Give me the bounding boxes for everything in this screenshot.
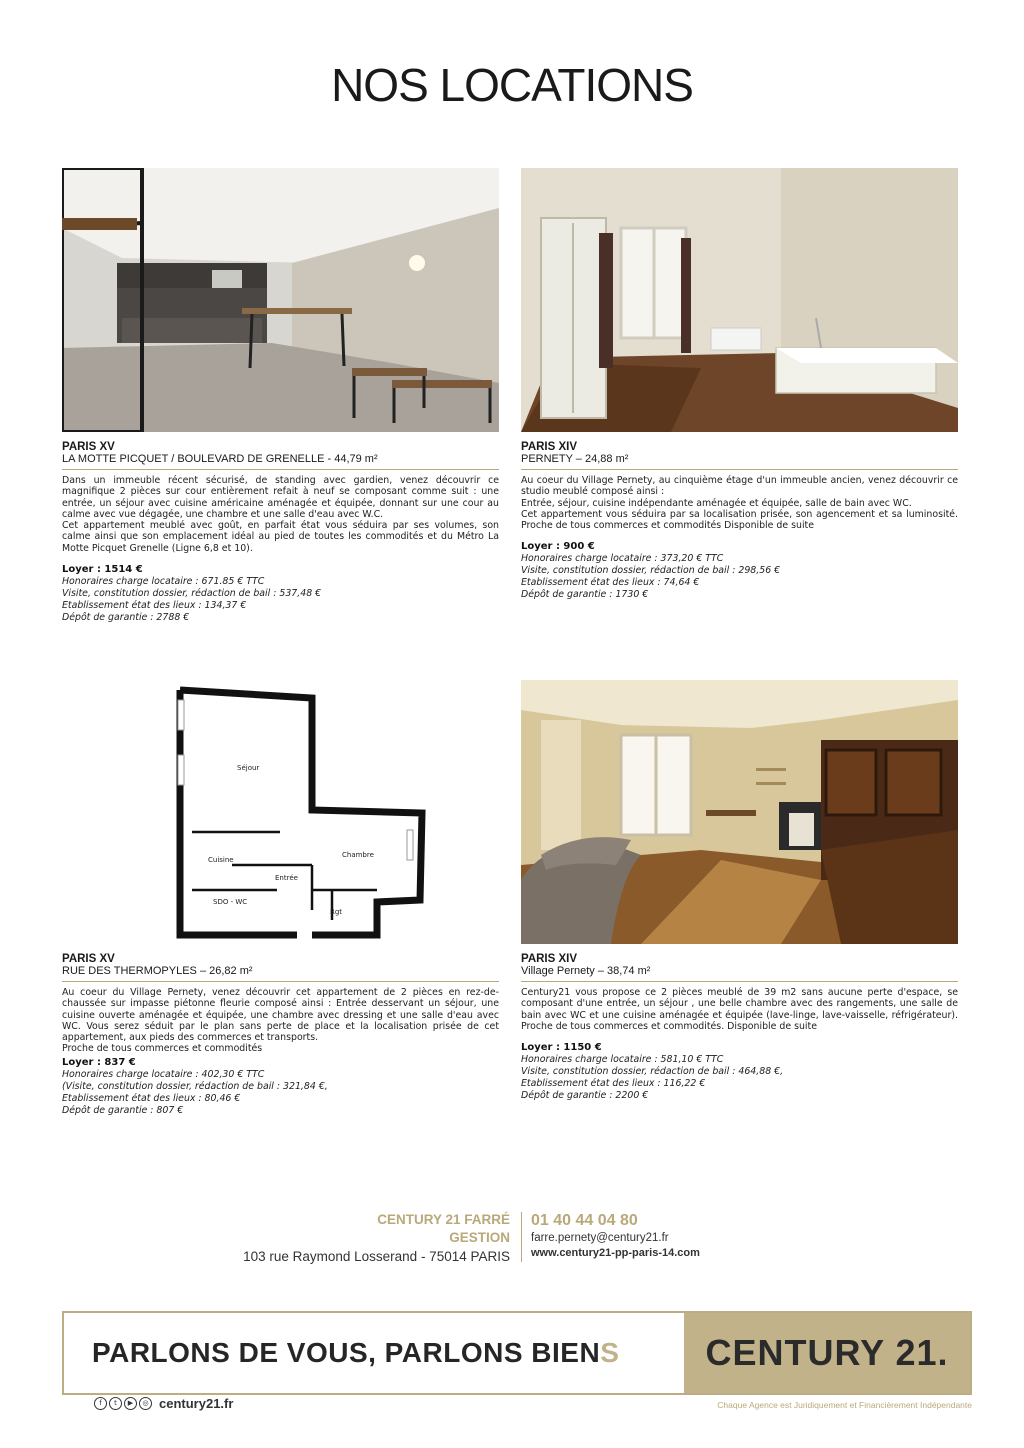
plan-label: SDO - WC [213, 898, 248, 906]
listing-fee: Honoraires charge locataire : 402,30 € TTC [62, 1068, 265, 1080]
agency-name: CENTURY 21 FARRÉ [377, 1212, 510, 1227]
listing-fee: Visite, constitution dossier, rédaction de bail : 537,48 € [62, 588, 322, 600]
agency-name: GESTION [449, 1230, 510, 1245]
agency-website[interactable]: www.century21-pp-paris-14.com [531, 1247, 700, 1259]
twitter-icon[interactable]: t [109, 1397, 122, 1410]
listing-description: Century21 vous propose ce 2 pièces meublé de 39 m2 sans aucune perte d'espace, se composant d'une entrée, un séjour , une belle chambre avec des rangements, une salle de bain avec WC et une cuisine aménagée et équipée (lave-linge, lave-vaisselle, réfrigérateur). Proche de tous commerces et commodités. Disponible de suite [521, 987, 958, 1032]
divider [521, 981, 958, 982]
listing-fee: Dépôt de garantie : 1730 € [521, 589, 649, 601]
plan-label: Cuisine [208, 856, 234, 864]
facebook-icon[interactable]: f [94, 1397, 107, 1410]
plan-label: Rgt [330, 908, 343, 916]
divider [62, 981, 499, 982]
listing-rent: Loyer : 1514 € [62, 564, 143, 576]
brand-banner [62, 1311, 972, 1395]
listing-fee: Honoraires charge locataire : 671.85 € TTC [62, 576, 265, 588]
listing-fee: Honoraires charge locataire : 373,20 € TTC [521, 553, 724, 565]
agency-email[interactable]: farre.pernety@century21.fr [531, 1232, 669, 1244]
listing-fee: Dépôt de garantie : 807 € [62, 1104, 184, 1116]
listing-fee: Etablissement état des lieux : 80,46 € [62, 1092, 241, 1104]
listing-city: PARIS XV [62, 441, 115, 453]
listing-address: LA MOTTE PICQUET / BOULEVARD DE GRENELLE - 44,79 m² [62, 453, 378, 465]
page-title: NOS LOCATIONS [331, 59, 693, 111]
youtube-icon[interactable]: ▶ [124, 1397, 137, 1410]
listing-rent: Loyer : 1150 € [521, 1042, 602, 1054]
divider [62, 469, 499, 470]
century21-logo: CENTURY 21. [684, 1313, 970, 1393]
listing-fee: Etablissement état des lieux : 74,64 € [521, 577, 700, 589]
instagram-icon[interactable]: ◎ [139, 1397, 152, 1410]
legal-notice: Chaque Agence est Juridiquement et Financièrement Indépendante [717, 1400, 972, 1410]
listing-description: Au coeur du Village Pernety, venez découvrir cet appartement de 2 pièces en rez-de-chaussée sur impasse piétonne fleurie composé ainsi : Entrée desservant un séjour, une cuisine ouverte aménagée et équipée, une chambre avec dressing et une salle d'eau avec WC. Vous serez séduit par le plan sans perte de place et la localisation prisée de cet appartement, aux pieds des commerces et transports. Proche de tous commerces et commodités [62, 987, 499, 1055]
contact-block [531, 1211, 700, 1261]
listing-rent: Loyer : 900 € [521, 541, 595, 553]
listing-description: Dans un immeuble récent sécurisé, de standing avec gardien, venez découvrir ce magnifique 2 pièces sur cour entièrement refait à neuf se composant comme suit : une entrée, un séjour avec cuisine américaine aménagée et équipée, donnant sur une cour au calme avec vue dégagée, une chambre et une salle d'eau avec W.C. Cet appartement meublé avec goût, en parfait état vous séduira par ses volumes, son calme ainsi que son emplacement idéal au pied de toutes les commodités et du Métro La Motte Picquet Grenelle (Ligne 6,8 et 10). [62, 475, 499, 554]
agency-address: 103 rue Raymond Losserand - 75014 PARIS [243, 1249, 510, 1264]
listing-city: PARIS XV [62, 953, 115, 965]
listing-card [62, 680, 499, 1117]
listing-card [521, 168, 958, 601]
footer-site-link[interactable]: century21.fr [159, 1396, 234, 1411]
social-links [94, 1396, 233, 1411]
listing-fee: Etablissement état des lieux : 116,22 € [521, 1078, 706, 1090]
listing-rent: Loyer : 837 € [62, 1056, 136, 1068]
slogan [64, 1313, 684, 1393]
listing-address: RUE DES THERMOPYLES – 26,82 m² [62, 965, 253, 977]
studio-photo [521, 168, 958, 432]
listing-fee: Honoraires charge locataire : 581,10 € TTC [521, 1054, 724, 1066]
plan-label: Chambre [342, 851, 374, 859]
listing-fee: Dépôt de garantie : 2200 € [521, 1090, 649, 1102]
floor-plan [62, 680, 499, 944]
agency-block [200, 1211, 510, 1267]
listing-fee: Visite, constitution dossier, rédaction de bail : 464,88 €, [521, 1066, 784, 1078]
listing-fee: (Visite, constitution dossier, rédaction de bail : 321,84 €, [62, 1080, 328, 1092]
listing-city: PARIS XIV [521, 953, 578, 965]
listing-fee: Etablissement état des lieux : 134,37 € [62, 600, 247, 612]
plan-label: Séjour [237, 764, 260, 772]
agency-phone[interactable]: 01 40 44 04 80 [531, 1212, 638, 1229]
furnished-living-photo [521, 680, 958, 944]
divider [521, 1212, 522, 1262]
listing-fee: Visite, constitution dossier, rédaction de bail : 298,56 € [521, 565, 781, 577]
listing-card [62, 168, 499, 624]
plan-label: Entrée [275, 874, 298, 882]
divider [521, 469, 958, 470]
listing-description: Au coeur du Village Pernety, au cinquième étage d'un immeuble ancien, venez découvrir ce studio meublé composé ainsi : Entrée, séjour, cuisine indépendante aménagée et équipée, salle de bain avec WC. Cet appartement vous séduira par sa localisation prisée, son agencement et sa luminosité. Proche de tous commerces et commodités Disponible de suite [521, 475, 958, 532]
listing-card [521, 680, 958, 1102]
listing-address: Village Pernety – 38,74 m² [521, 965, 651, 977]
slogan-main: PARLONS DE VOUS, PARLONS BIEN [92, 1337, 601, 1368]
slogan-accent: S [600, 1337, 620, 1368]
listing-address: PERNETY – 24,88 m² [521, 453, 629, 465]
listing-city: PARIS XIV [521, 441, 578, 453]
listing-fee: Dépôt de garantie : 2788 € [62, 612, 190, 624]
kitchen-living-photo [62, 168, 499, 432]
